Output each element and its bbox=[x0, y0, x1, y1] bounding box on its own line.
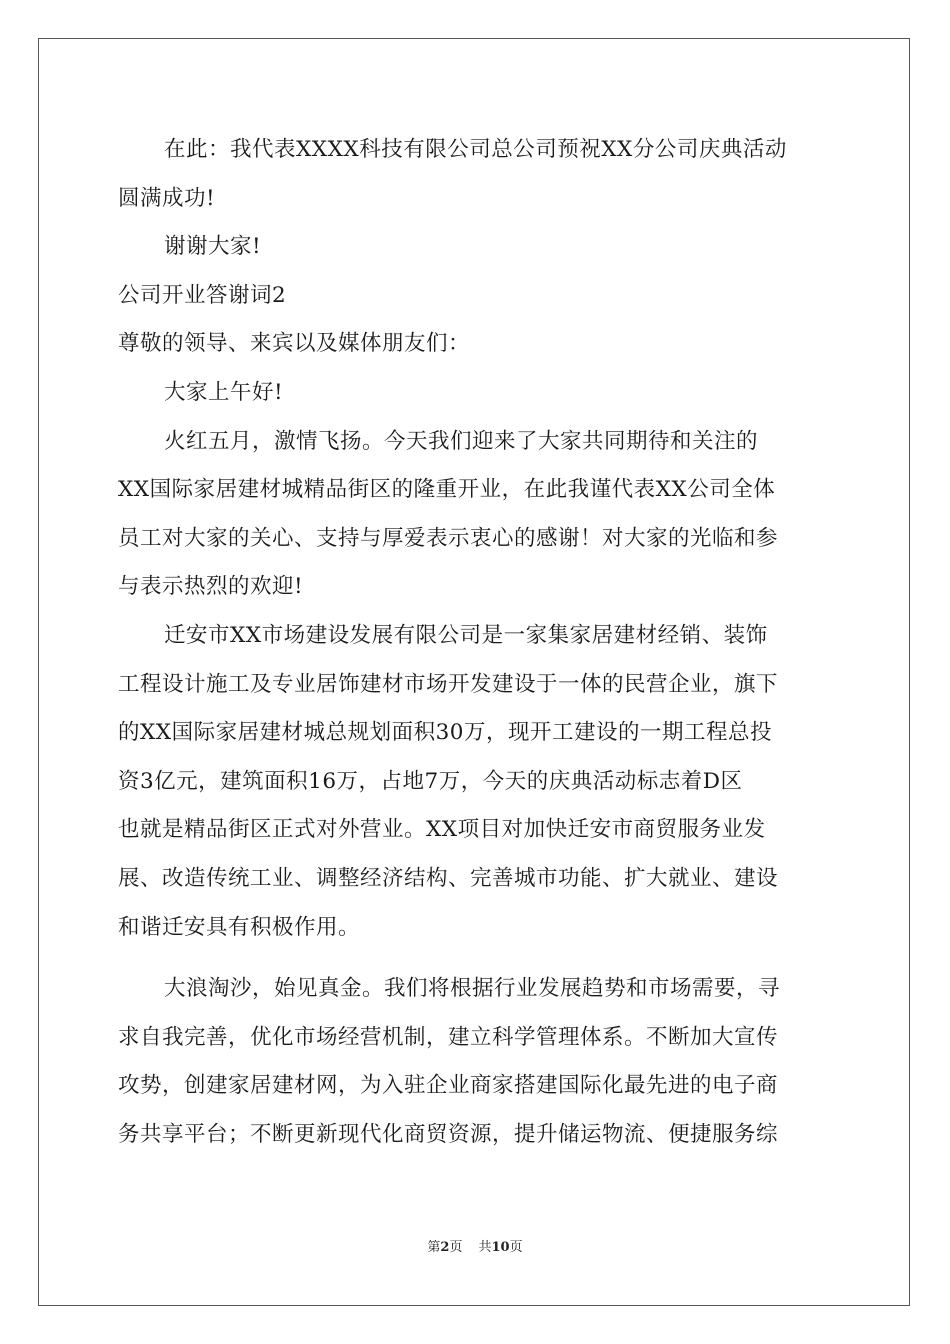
paragraph-line: 谢谢大家! bbox=[164, 234, 262, 260]
paragraph-line: 大浪淘沙，始见真金。我们将根据行业发展趋势和市场需要，寻 bbox=[164, 976, 781, 1002]
salutation: 尊敬的领导、来宾以及媒体朋友们： bbox=[118, 331, 471, 357]
paragraph-line: 和谐迁安具有积极作用。 bbox=[118, 914, 361, 940]
paragraph-line: 大家上午好! bbox=[164, 379, 284, 405]
paragraph-line: 迁安市XX市场建设发展有限公司是一家集家居建材经销、装饰 bbox=[164, 622, 768, 648]
paragraph-line: 务共享平台；不断更新现代化商贸资源，提升储运物流、便捷服务综 bbox=[118, 1121, 779, 1147]
paragraph-line: 与表示热烈的欢迎! bbox=[118, 574, 304, 600]
paragraph-line: 的XX国际家居建材城总规划面积30万，现开工建设的一期工程总投 bbox=[118, 720, 772, 746]
document-body bbox=[118, 126, 834, 1159]
page-footer bbox=[0, 1240, 950, 1256]
total-suffix: 页 bbox=[509, 1240, 523, 1255]
paragraph-line: 火红五月，激情飞扬。今天我们迎来了大家共同期待和关注的 bbox=[164, 428, 759, 454]
paragraph-line: 圆满成功! bbox=[118, 185, 216, 211]
total-pages: 10 bbox=[491, 1240, 510, 1255]
paragraph-line: 攻势，创建家居建材网，为入驻企业商家搭建国际化最先进的电子商 bbox=[118, 1073, 779, 1099]
paragraph-line: 求自我完善，优化市场经营机制，建立科学管理体系。不断加大宣传 bbox=[118, 1024, 779, 1050]
paragraph-line: 也就是精品街区正式对外营业。XX项目对加快迁安市商贸服务业发 bbox=[118, 817, 766, 843]
total-prefix: 共 bbox=[478, 1240, 492, 1255]
paragraph-line: 资3亿元，建筑面积16万，占地7万，今天的庆典活动标志着D区 bbox=[118, 768, 743, 794]
paragraph-line: 在此：我代表XXXX科技有限公司总公司预祝XX分公司庆典活动 bbox=[164, 137, 787, 162]
paragraph-line: 工程设计施工及专业居饰建材市场开发建设于一体的民营企业，旗下 bbox=[118, 671, 779, 697]
paragraph-line: 员工对大家的关心、支持与厚爱表示衷心的感谢！对大家的光临和参 bbox=[118, 525, 779, 551]
section-heading: 公司开业答谢词2 bbox=[118, 282, 287, 308]
paragraph-line: XX国际家居建材城精品街区的隆重开业，在此我谨代表XX公司全体 bbox=[118, 477, 776, 503]
page-number: 2 bbox=[440, 1240, 450, 1255]
paragraph-line: 展、改造传统工业、调整经济结构、完善城市功能、扩大就业、建设 bbox=[118, 865, 779, 891]
page-prefix: 第 bbox=[427, 1240, 441, 1255]
page-suffix: 页 bbox=[449, 1240, 463, 1255]
